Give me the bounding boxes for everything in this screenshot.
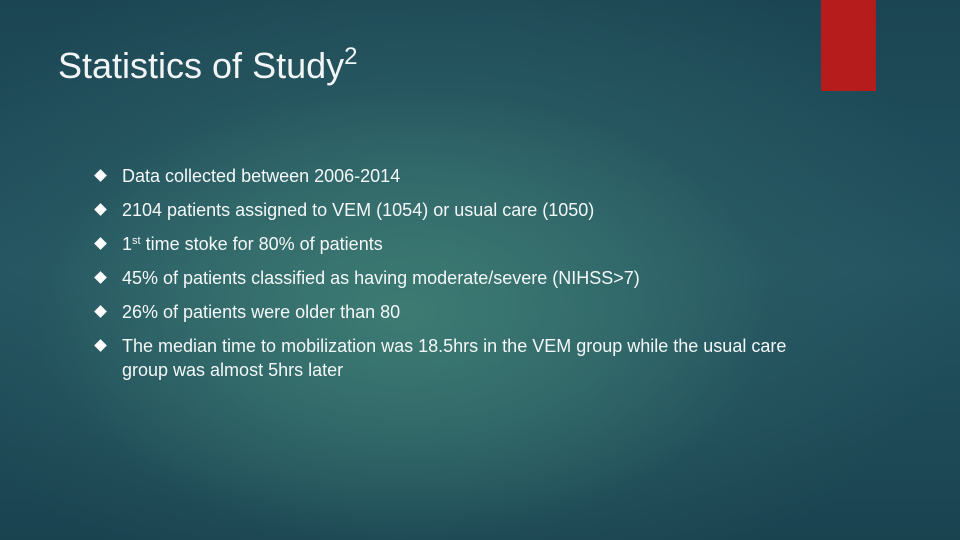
bullet-item bbox=[94, 164, 814, 188]
bullet-item bbox=[94, 300, 814, 324]
diamond-bullet-icon bbox=[94, 305, 107, 318]
bullet-item bbox=[94, 334, 814, 382]
bullet-superscript: st bbox=[132, 235, 141, 247]
bullet-text: 26% of patients were older than 80 bbox=[122, 302, 401, 322]
diamond-bullet-icon bbox=[94, 339, 107, 352]
diamond-bullet-icon bbox=[94, 169, 107, 182]
diamond-bullet-icon bbox=[94, 203, 107, 216]
bullet-text: 2104 patients assigned to VEM (1054) or usual care (1050) bbox=[122, 200, 595, 220]
bullet-list bbox=[94, 164, 814, 382]
diamond-bullet-icon bbox=[94, 271, 107, 284]
bullet-text: 45% of patients classified as having moderate/severe (NIHSS>7) bbox=[122, 268, 640, 288]
bullet-prefix: 1 bbox=[122, 234, 133, 254]
bullet-text: time stoke for 80% of patients bbox=[140, 234, 383, 254]
diamond-bullet-icon bbox=[94, 237, 107, 250]
bullet-text: The median time to mobilization was 18.5hrs in the VEM group while the usual care group was almost 5hrs later bbox=[122, 336, 787, 380]
slide-title-superscript: 2 bbox=[344, 43, 358, 70]
bullet-item bbox=[94, 198, 814, 222]
slide-title-text: Statistics of Study bbox=[58, 45, 345, 86]
accent-bar bbox=[821, 0, 876, 91]
bullet-text: Data collected between 2006-2014 bbox=[122, 166, 401, 186]
bullet-item bbox=[94, 266, 814, 290]
slide-title bbox=[58, 42, 357, 90]
bullet-item bbox=[94, 232, 814, 256]
